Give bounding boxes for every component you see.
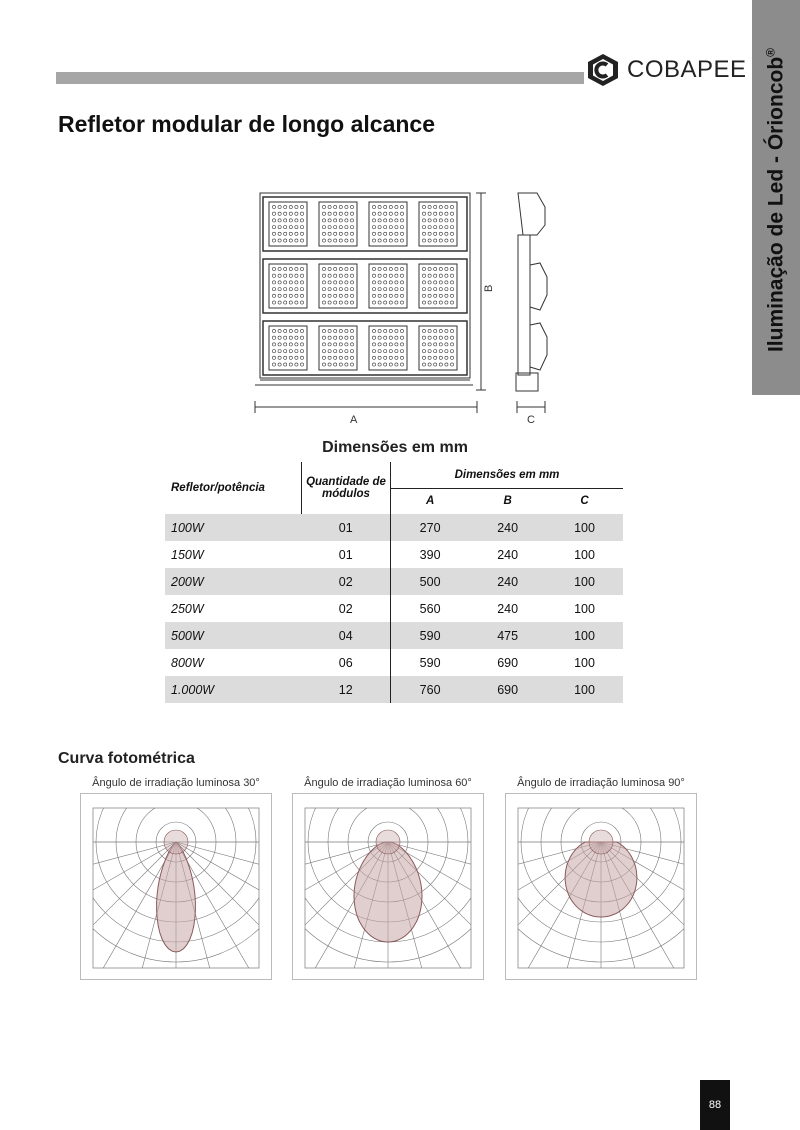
cell-modules: 02 (302, 568, 391, 595)
table-caption: Dimensões em mm (322, 439, 468, 456)
cell-c: 100 (574, 601, 595, 616)
polar-diagram (506, 794, 696, 979)
dimension-b-label: B (483, 284, 495, 292)
table-row (165, 514, 623, 541)
table-row (165, 541, 623, 568)
col-header-modules: Quantidade de módulos (302, 462, 391, 514)
cell-b: 690 (497, 655, 519, 670)
cell-c: 100 (546, 568, 623, 595)
brand-name: COBAPEE (627, 56, 747, 83)
cell-modules: 01 (302, 514, 391, 541)
cell-c: 100 (546, 676, 623, 703)
cell-c: 100 (574, 655, 595, 670)
cell-a: 270 (391, 514, 470, 541)
polar-chart-title: Ângulo de irradiação luminosa 90° (517, 777, 685, 789)
page-number: 88 (700, 1080, 730, 1130)
cell-b: 690 (469, 676, 546, 703)
table-row (165, 649, 623, 676)
cell-modules: 02 (302, 595, 391, 622)
cell-modules: 04 (302, 622, 391, 649)
cell-modules: 06 (302, 649, 391, 676)
polar-chart-title: Ângulo de irradiação luminosa 30° (92, 777, 260, 789)
cell-power: 200W (165, 568, 302, 595)
polar-diagram (293, 794, 483, 979)
table-row (165, 676, 623, 703)
cell-b: 240 (497, 547, 519, 562)
side-tab-label: Iluminação de Led - Órioncob® (763, 47, 788, 353)
cell-modules: 12 (302, 676, 391, 703)
page-title: Refletor modular de longo alcance (58, 111, 436, 137)
side-tab (752, 0, 800, 395)
table-row (165, 568, 623, 595)
cell-power: 1.000W (165, 676, 302, 703)
col-header-a: A (425, 495, 435, 508)
cell-power: 500W (165, 622, 302, 649)
col-header-b: B (503, 495, 512, 508)
brand-mark-icon (585, 52, 621, 88)
polar-diagram (81, 794, 271, 979)
cell-a: 560 (419, 601, 441, 616)
table-row (165, 595, 623, 622)
side-view-drawing (516, 193, 547, 413)
cell-a: 590 (391, 622, 470, 649)
dimension-c-label: C (527, 414, 535, 426)
cell-b: 240 (469, 568, 546, 595)
cell-modules: 01 (302, 541, 391, 568)
cell-power: 150W (171, 547, 204, 562)
brand-logo (585, 52, 747, 88)
cell-c: 100 (546, 622, 623, 649)
cell-a: 760 (391, 676, 470, 703)
header-bar (56, 72, 584, 84)
technical-drawing (245, 185, 575, 430)
cell-b: 240 (497, 601, 519, 616)
polar-chart-title: Ângulo de irradiação luminosa 60° (304, 777, 472, 789)
cell-power: 100W (165, 514, 302, 541)
col-header-c: C (580, 495, 589, 508)
cell-a: 390 (419, 547, 441, 562)
polar-chart (505, 777, 697, 980)
cell-a: 500 (391, 568, 470, 595)
cell-b: 240 (469, 514, 546, 541)
dimensions-table (165, 462, 623, 703)
polar-chart (80, 777, 272, 980)
col-header-dims: Dimensões em mm (391, 462, 624, 488)
cell-c: 100 (546, 514, 623, 541)
cell-b: 475 (469, 622, 546, 649)
table-row (165, 622, 623, 649)
cell-power: 250W (171, 601, 204, 616)
cell-a: 590 (419, 655, 441, 670)
col-header-product: Refletor/potência (171, 482, 265, 494)
dimension-a-label: A (350, 414, 358, 426)
cell-c: 100 (574, 547, 595, 562)
photometric-section-title: Curva fotométrica (58, 750, 195, 767)
polar-chart (292, 777, 484, 980)
front-view-drawing (255, 193, 486, 413)
cell-power: 800W (171, 655, 204, 670)
